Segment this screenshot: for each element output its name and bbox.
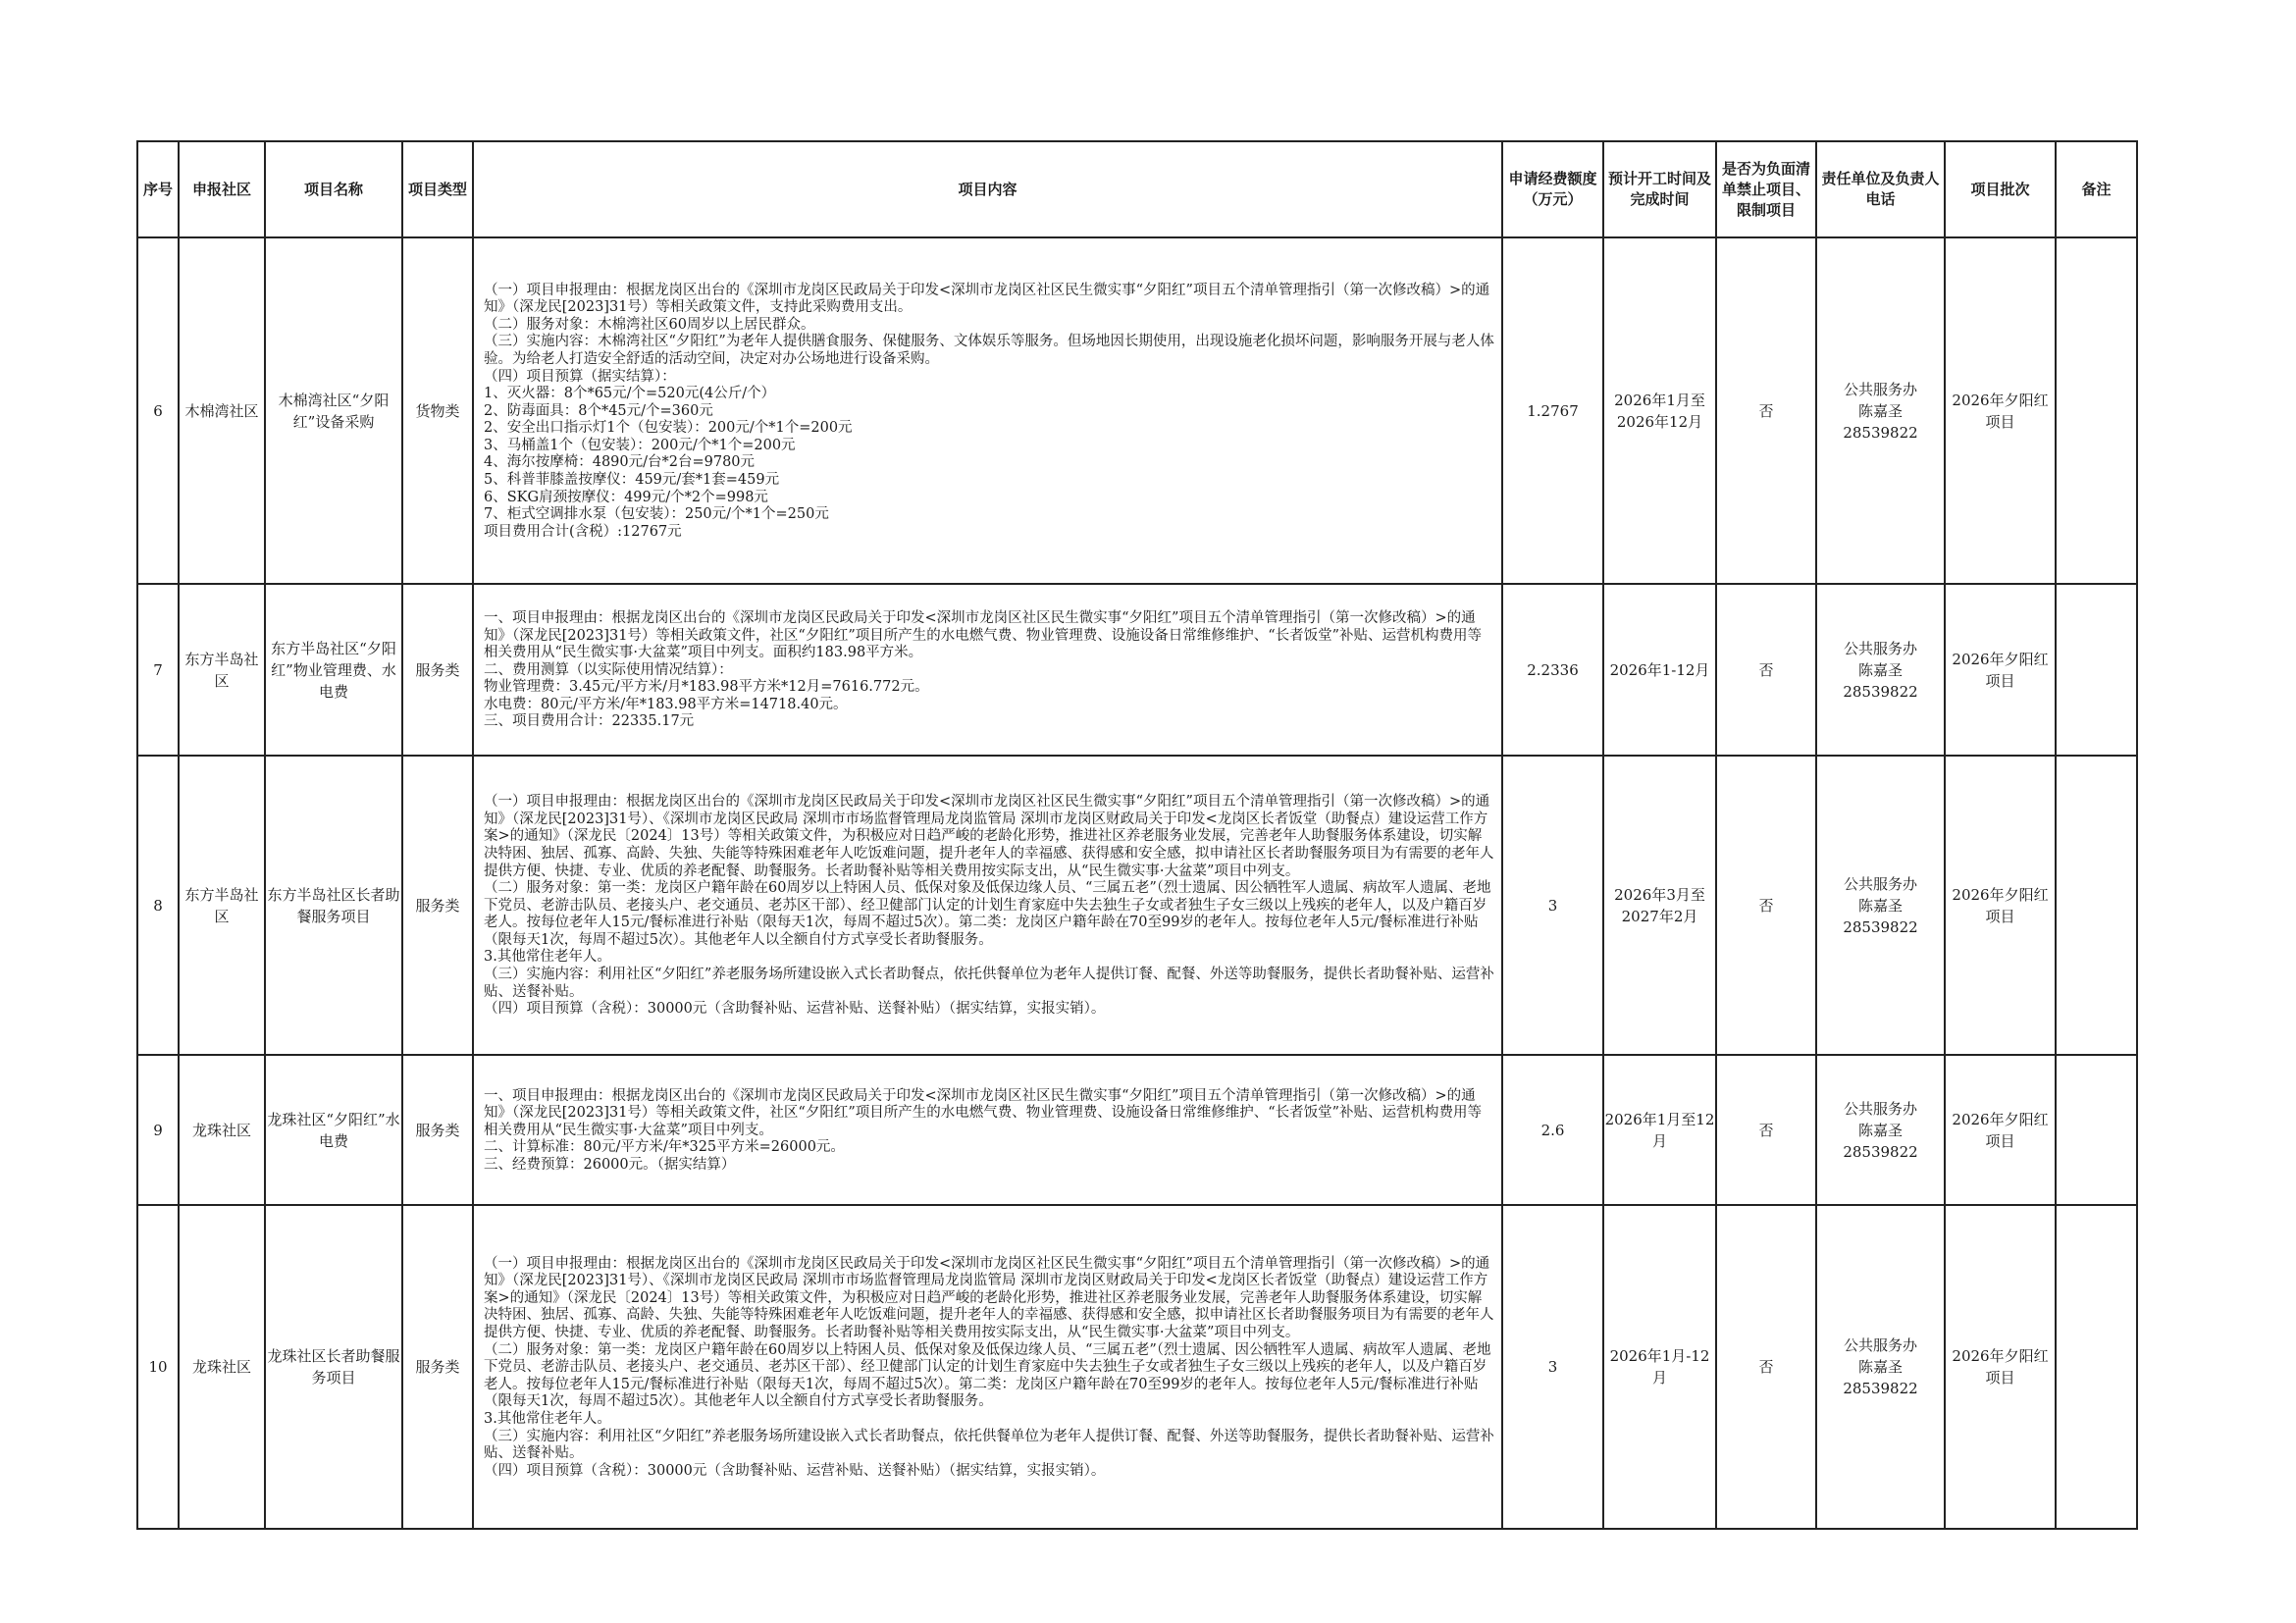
content-line: 5、科普菲膝盖按摩仪：459元/套*1套=459元 <box>484 472 780 489</box>
cell-negative: 否 <box>1716 584 1816 756</box>
cell-community: 龙珠社区 <box>179 1055 265 1205</box>
content-line: 二、计算标准：80元/平方米/年*325平方米=26000元。 <box>484 1139 845 1156</box>
cell-content <box>473 756 1502 1055</box>
content-line: 项目费用合计(含税）:12767元 <box>484 523 682 540</box>
content-line: 一、项目申报理由：根据龙岗区出台的《深圳市龙岗区民政局关于印发<深圳市龙岗区社区民生微实事“夕阳红”项目五个清单管理指引（第一次修改稿）>的通知》（深龙民[2023]31号）等相关政策文件，社区“夕阳红”项目所产生的水电燃气费、物业管理费、设施设备日常维修维护、“长者饭堂”补贴、运营机构费用等相关费用从“民生微实事·大盆菜”项目中列支。 <box>484 1087 1483 1138</box>
content-line: 1、灭火器：8个*65元/个=520元(4公斤/个） <box>484 386 776 402</box>
header-note: 备注 <box>2056 141 2137 237</box>
cell-amount: 3 <box>1502 756 1603 1055</box>
cell-seq: 8 <box>137 756 179 1055</box>
cell-negative: 否 <box>1716 1055 1816 1205</box>
cell-name: 东方半岛社区“夕阳红”物业管理费、水电费 <box>265 584 402 756</box>
content-line: （一）项目申报理由：根据龙岗区出台的《深圳市龙岗区民政局关于印发<深圳市龙岗区社区民生微实事“夕阳红”项目五个清单管理指引（第一次修改稿）>的通知》（深龙民[2023]31号）等相关政策文件，支持此采购费用支出。 <box>484 282 1490 316</box>
resp-line: 28539822 <box>1843 1142 1918 1161</box>
cell-type: 货物类 <box>402 237 473 584</box>
cell-community: 木棉湾社区 <box>179 237 265 584</box>
cell-seq: 9 <box>137 1055 179 1205</box>
content-line: 2、防毒面具：8个*45元/个=360元 <box>484 402 713 419</box>
content-line: （四）项目预算（含税）：30000元（含助餐补贴、运营补贴、送餐补贴）（据实结算，实报实销）。 <box>484 1462 1106 1479</box>
cell-batch: 2026年夕阳红项目 <box>1945 756 2056 1055</box>
table-row <box>137 756 2137 1055</box>
cell-negative: 否 <box>1716 1205 1816 1529</box>
header-content: 项目内容 <box>473 141 1502 237</box>
cell-note <box>2056 1205 2137 1529</box>
content-line: 3.其他常住老年人。 <box>484 949 611 966</box>
cell-batch: 2026年夕阳红项目 <box>1945 1205 2056 1529</box>
header-resp: 责任单位及负责人电话 <box>1816 141 1945 237</box>
content-line: 三、项目费用合计：22335.17元 <box>484 713 695 730</box>
header-community: 申报社区 <box>179 141 265 237</box>
resp-line: 公共服务办 <box>1843 1336 1917 1354</box>
cell-content <box>473 1055 1502 1205</box>
content-line: （三）实施内容：利用社区“夕阳红”养老服务场所建设嵌入式长者助餐点，依托供餐单位为老年人提供订餐、配餐、外送等助餐服务，提供长者助餐补贴、运营补贴、送餐补贴。 <box>484 967 1494 1000</box>
content-line: 水电费：80元/平方米/年*183.98平方米=14718.40元。 <box>484 696 848 712</box>
content-line: （二）服务对象：木棉湾社区60周岁以上居民群众。 <box>484 316 815 333</box>
resp-line: 28539822 <box>1843 917 1918 936</box>
header-time: 预计开工时间及完成时间 <box>1603 141 1716 237</box>
content-line: （一）项目申报理由：根据龙岗区出台的《深圳市龙岗区民政局关于印发<深圳市龙岗区社区民生微实事“夕阳红”项目五个清单管理指引（第一次修改稿）>的通知》（深龙民[2023]31号）、《深圳市龙岗区民政局 深圳市市场监督管理局龙岗监管局 深圳市龙岗区财政局关于印发<龙岗区长者饭堂（助餐点）建设运营工作方案>的通知》（深龙民〔2024〕13号）等相关政策文件，为积极应对日趋严峻的老龄化形势，推进社区养老服务业发展，完善老年人助餐服务体系建设，切实解决特困、独居、孤寡、高龄、失独、失能等特殊困难老年人吃饭难问题，提升老年人的幸福感、获得感和安全感，拟申请社区长者助餐服务项目为有需要的老年人提供方便、快捷、专业、优质的养老配餐、助餐服务。长者助餐补贴等相关费用按实际支出，从“民生微实事·大盆菜”项目中列支。 <box>484 794 1494 879</box>
content-line: 2、安全出口指示灯1个（包安装）：200元/个*1个=200元 <box>484 420 853 437</box>
resp-line: 公共服务办 <box>1843 380 1917 398</box>
content-line: 4、海尔按摩椅：4890元/台*2台=9780元 <box>484 454 756 471</box>
cell-resp <box>1816 1055 1945 1205</box>
project-table <box>136 140 2138 1530</box>
cell-content <box>473 584 1502 756</box>
cell-batch: 2026年夕阳红项目 <box>1945 237 2056 584</box>
content-line: 6、SKG肩颈按摩仪：499元/个*2个=998元 <box>484 489 768 505</box>
resp-line: 公共服务办 <box>1843 874 1917 893</box>
content-line: （二）服务对象：第一类：龙岗区户籍年龄在60周岁以上特困人员、低保对象及低保边缘人员、“三属五老”（烈士遗属、因公牺牲军人遗属、病故军人遗属、老地下党员、老游击队员、老接头户、老交通员、老苏区干部）、经卫健部门认定的计划生育家庭中失去独生子女或者独生子女三级以上残疾的老年人，以及户籍百岁老人。按每位老年人15元/餐标准进行补贴（限每天1次，每周不超过5次）。第二类：龙岗区户籍年龄在70至99岁的老年人。按每位老年人5元/餐标准进行补贴（限每天1次，每周不超过5次）。其他老年人以全额自付方式享受长者助餐服务。 <box>484 1341 1491 1410</box>
cell-amount: 1.2767 <box>1502 237 1603 584</box>
cell-negative: 否 <box>1716 237 1816 584</box>
cell-time: 2026年1-12月 <box>1603 584 1716 756</box>
cell-community: 东方半岛社区 <box>179 756 265 1055</box>
cell-negative: 否 <box>1716 756 1816 1055</box>
content-line: 物业管理费：3.45元/平方米/月*183.98平方米*12月=7616.772元。 <box>484 679 929 696</box>
content-line: （三）实施内容：利用社区“夕阳红”养老服务场所建设嵌入式长者助餐点，依托供餐单位为老年人提供订餐、配餐、外送等助餐服务，提供长者助餐补贴、运营补贴、送餐补贴。 <box>484 1428 1494 1462</box>
cell-name: 龙珠社区“夕阳红”水电费 <box>265 1055 402 1205</box>
cell-note <box>2056 1055 2137 1205</box>
cell-community: 东方半岛社区 <box>179 584 265 756</box>
cell-time: 2026年1月至12月 <box>1603 1055 1716 1205</box>
cell-community: 龙珠社区 <box>179 1205 265 1529</box>
resp-line: 陈嘉圣 <box>1857 1358 1903 1376</box>
cell-amount: 2.6 <box>1502 1055 1603 1205</box>
resp-line: 28539822 <box>1843 682 1918 701</box>
cell-note <box>2056 237 2137 584</box>
header-seq: 序号 <box>137 141 179 237</box>
cell-seq: 7 <box>137 584 179 756</box>
cell-name: 东方半岛社区长者助餐服务项目 <box>265 756 402 1055</box>
cell-name: 龙珠社区长者助餐服务项目 <box>265 1205 402 1529</box>
content-line: （三）实施内容：木棉湾社区“夕阳红”为老年人提供膳食服务、保健服务、文体娱乐等服务。但场地因长期使用，出现设施老化损坏问题，影响服务开展与老人体验。为给老人打造安全舒适的活动空间，决定对办公场地进行设备采购。 <box>484 334 1494 367</box>
content-line: 二、费用测算（以实际使用情况结算）： <box>484 661 733 678</box>
content-line: （二）服务对象：第一类：龙岗区户籍年龄在60周岁以上特困人员、低保对象及低保边缘人员、“三属五老”（烈士遗属、因公牺牲军人遗属、病故军人遗属、老地下党员、老游击队员、老接头户、老交通员、老苏区干部）、经卫健部门认定的计划生育家庭中失去独生子女或者独生子女三级以上残疾的老年人，以及户籍百岁老人。按每位老年人15元/餐标准进行补贴（限每天1次，每周不超过5次）。第二类：龙岗区户籍年龄在70至99岁的老年人。按每位老年人5元/餐标准进行补贴（限每天1次，每周不超过5次）。其他老年人以全额自付方式享受长者助餐服务。 <box>484 880 1491 948</box>
header-type: 项目类型 <box>402 141 473 237</box>
cell-resp <box>1816 237 1945 584</box>
resp-line: 陈嘉圣 <box>1857 401 1903 420</box>
table-row <box>137 584 2137 756</box>
cell-type: 服务类 <box>402 1205 473 1529</box>
content-line: （四）项目预算（含税）：30000元（含助餐补贴、运营补贴、送餐补贴）（据实结算，实报实销）。 <box>484 1001 1106 1018</box>
resp-line: 陈嘉圣 <box>1857 896 1903 915</box>
content-line: 3、马桶盖1个（包安装）：200元/个*1个=200元 <box>484 437 796 453</box>
content-line: （一）项目申报理由：根据龙岗区出台的《深圳市龙岗区民政局关于印发<深圳市龙岗区社区民生微实事“夕阳红”项目五个清单管理指引（第一次修改稿）>的通知》（深龙民[2023]31号）、《深圳市龙岗区民政局 深圳市市场监督管理局龙岗监管局 深圳市龙岗区财政局关于印发<龙岗区长者饭堂（助餐点）建设运营工作方案>的通知》（深龙民〔2024〕13号）等相关政策文件，为积极应对日趋严峻的老龄化形势，推进社区养老服务业发展，完善老年人助餐服务体系建设，切实解决特困、独居、孤寡、高龄、失独、失能等特殊困难老年人吃饭难问题，提升老年人的幸福感、获得感和安全感，拟申请社区长者助餐服务项目为有需要的老年人提供方便、快捷、专业、优质的养老配餐、助餐服务。长者助餐补贴等相关费用按实际支出，从“民生微实事·大盆菜”项目中列支。 <box>484 1255 1494 1341</box>
cell-content <box>473 237 1502 584</box>
header-negative: 是否为负面清单禁止项目、限制项目 <box>1716 141 1816 237</box>
table-row <box>137 1205 2137 1529</box>
cell-resp <box>1816 1205 1945 1529</box>
cell-type: 服务类 <box>402 584 473 756</box>
content-line: 一、项目申报理由：根据龙岗区出台的《深圳市龙岗区民政局关于印发<深圳市龙岗区社区民生微实事“夕阳红”项目五个清单管理指引（第一次修改稿）>的通知》（深龙民[2023]31号）等相关政策文件，社区“夕阳红”项目所产生的水电燃气费、物业管理费、设施设备日常维修维护、“长者饭堂”补贴、运营机构费用等相关费用从“民生微实事·大盆菜”项目中列支。面积约183.98平方米。 <box>484 609 1483 661</box>
cell-time: 2026年1月-12月 <box>1603 1205 1716 1529</box>
cell-content <box>473 1205 1502 1529</box>
resp-line: 公共服务办 <box>1843 639 1917 657</box>
cell-resp <box>1816 756 1945 1055</box>
content-line: 3.其他常住老年人。 <box>484 1410 611 1427</box>
resp-line: 陈嘉圣 <box>1857 1121 1903 1139</box>
cell-note <box>2056 584 2137 756</box>
resp-line: 28539822 <box>1843 423 1918 442</box>
cell-time: 2026年1月至2026年12月 <box>1603 237 1716 584</box>
cell-resp <box>1816 584 1945 756</box>
cell-note <box>2056 756 2137 1055</box>
table-row <box>137 1055 2137 1205</box>
cell-seq: 6 <box>137 237 179 584</box>
cell-type: 服务类 <box>402 756 473 1055</box>
cell-name: 木棉湾社区“夕阳红”设备采购 <box>265 237 402 584</box>
header-amount: 申请经费额度（万元） <box>1502 141 1603 237</box>
resp-line: 陈嘉圣 <box>1857 660 1903 679</box>
cell-batch: 2026年夕阳红项目 <box>1945 1055 2056 1205</box>
resp-line: 公共服务办 <box>1843 1099 1917 1118</box>
resp-line: 28539822 <box>1843 1380 1918 1397</box>
header-name: 项目名称 <box>265 141 402 237</box>
content-line: （四）项目预算（据实结算）： <box>484 368 676 385</box>
table-row <box>137 237 2137 584</box>
content-line: 三、经费预算：26000元。（据实结算） <box>484 1156 736 1173</box>
cell-amount: 2.2336 <box>1502 584 1603 756</box>
cell-seq: 10 <box>137 1205 179 1529</box>
content-line: 7、柜式空调排水泵（包安装）：250元/个*1个=250元 <box>484 506 829 523</box>
cell-type: 服务类 <box>402 1055 473 1205</box>
header-row <box>137 141 2137 237</box>
cell-amount: 3 <box>1502 1205 1603 1529</box>
header-batch: 项目批次 <box>1945 141 2056 237</box>
cell-batch: 2026年夕阳红项目 <box>1945 584 2056 756</box>
cell-time: 2026年3月至2027年2月 <box>1603 756 1716 1055</box>
